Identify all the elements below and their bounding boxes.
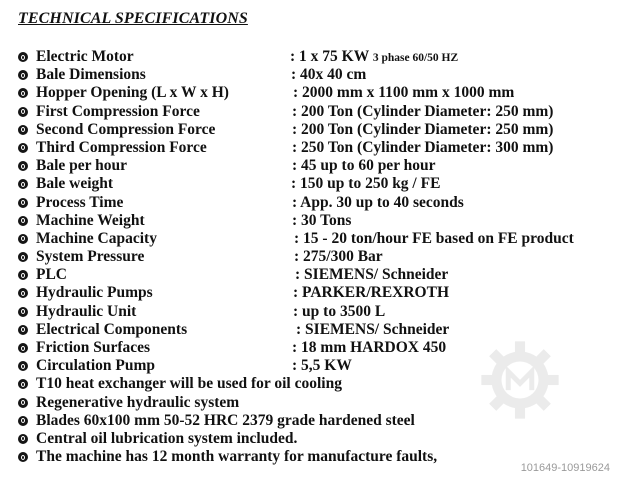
bullet-icon bbox=[18, 143, 28, 153]
bullet-icon bbox=[18, 343, 28, 353]
note-text: T10 heat exchanger will be used for oil cooling bbox=[36, 375, 342, 393]
spec-value: : 2000 mm x 1100 mm x 1000 mm bbox=[293, 84, 515, 102]
spec-row bbox=[16, 175, 612, 193]
spec-label: Second Compression Force bbox=[36, 120, 216, 138]
reference-id: 101649-10919624 bbox=[520, 462, 610, 474]
spec-value: : 250 Ton (Cylinder Diameter: 300 mm) bbox=[292, 138, 554, 156]
spec-label: Hopper Opening (L x W x H) bbox=[36, 84, 229, 102]
spec-label: Hydraulic Pumps bbox=[36, 284, 153, 302]
bullet-icon bbox=[18, 107, 28, 117]
spec-value: : SIEMENS/ Schneider bbox=[296, 320, 450, 338]
bullet-icon bbox=[18, 252, 28, 262]
spec-value: : 200 Ton (Cylinder Diameter: 250 mm) bbox=[292, 120, 554, 138]
spec-value: : 275/300 Bar bbox=[294, 248, 383, 266]
spec-value-unit: 3 phase 60/50 HZ bbox=[372, 52, 459, 64]
spec-label: Electrical Components bbox=[36, 320, 188, 338]
bullet-icon bbox=[18, 198, 28, 208]
spec-label: Machine Weight bbox=[36, 211, 145, 229]
spec-value: : 5,5 KW bbox=[292, 357, 352, 375]
spec-label: Hydraulic Unit bbox=[36, 302, 137, 320]
spec-value: : 40x 40 cm bbox=[291, 66, 367, 84]
spec-row bbox=[16, 48, 612, 66]
spec-label: Circulation Pump bbox=[36, 357, 155, 375]
spec-label: PLC bbox=[36, 266, 67, 284]
spec-label: System Pressure bbox=[36, 248, 145, 266]
spec-label: Electric Motor bbox=[36, 48, 134, 65]
spec-row bbox=[16, 194, 612, 212]
bullet-icon bbox=[18, 88, 28, 98]
spec-label: Process Time bbox=[36, 193, 124, 211]
bullet-icon bbox=[18, 379, 28, 389]
bullet-icon bbox=[18, 434, 28, 444]
spec-value: : App. 30 up to 40 seconds bbox=[292, 193, 464, 211]
bullet-icon bbox=[18, 288, 28, 298]
spec-row bbox=[16, 248, 612, 266]
bullet-icon bbox=[18, 161, 28, 171]
spec-row bbox=[16, 266, 612, 284]
spec-row bbox=[16, 212, 612, 230]
page-title: TECHNICAL SPECIFICATIONS bbox=[18, 10, 248, 27]
spec-row bbox=[16, 284, 612, 302]
bullet-icon bbox=[18, 125, 28, 135]
note-text: Blades 60x100 mm 50-52 HRC 2379 grade hardened steel bbox=[36, 411, 415, 429]
bullet-icon bbox=[18, 361, 28, 371]
spec-value: : 45 up to 60 per hour bbox=[292, 157, 436, 175]
spec-value-main: : 1 x 75 KW bbox=[290, 48, 373, 65]
spec-label: Bale weight bbox=[36, 175, 114, 193]
spec-value: : PARKER/REXROTH bbox=[293, 284, 450, 302]
bullet-icon bbox=[18, 52, 28, 62]
spec-label: Machine Capacity bbox=[36, 229, 157, 247]
spec-label: Friction Surfaces bbox=[36, 339, 151, 356]
spec-row bbox=[16, 121, 612, 139]
spec-value: : up to 3500 L bbox=[293, 302, 386, 320]
spec-value: : SIEMENS/ Schneider bbox=[295, 266, 449, 284]
spec-row bbox=[16, 157, 612, 175]
note-text: Regenerative hydraulic system bbox=[36, 393, 240, 411]
spec-value bbox=[290, 48, 458, 67]
bullet-icon bbox=[18, 325, 28, 335]
bullet-icon bbox=[18, 234, 28, 244]
bullet-icon bbox=[18, 179, 28, 189]
note-row bbox=[16, 430, 612, 448]
spec-row bbox=[16, 321, 612, 339]
bullet-icon bbox=[18, 416, 28, 426]
spec-value: : 15 - 20 ton/hour FE based on FE product bbox=[294, 229, 574, 247]
bullet-icon bbox=[18, 452, 28, 462]
spec-row bbox=[16, 303, 612, 321]
spec-row bbox=[16, 139, 612, 157]
spec-value: : 30 Tons bbox=[292, 211, 352, 229]
bullet-icon bbox=[18, 70, 28, 80]
bullet-icon bbox=[18, 307, 28, 317]
spec-value: : 150 up to 250 kg / FE bbox=[291, 175, 441, 193]
spec-value: : 18 mm HARDOX 450 bbox=[292, 339, 447, 356]
spec-row bbox=[16, 84, 612, 102]
bullet-icon bbox=[18, 270, 28, 280]
spec-label: First Compression Force bbox=[36, 102, 200, 120]
spec-value: : 200 Ton (Cylinder Diameter: 250 mm) bbox=[292, 102, 554, 120]
spec-label: Third Compression Force bbox=[36, 138, 207, 156]
bullet-icon bbox=[18, 216, 28, 226]
gear-watermark-icon bbox=[478, 338, 562, 422]
note-text: The machine has 12 month warranty for manufacture faults, bbox=[36, 448, 438, 466]
spec-row bbox=[16, 230, 612, 248]
spec-label: Bale Dimensions bbox=[36, 66, 146, 84]
bullet-icon bbox=[18, 398, 28, 408]
spec-row bbox=[16, 103, 612, 121]
spec-row bbox=[16, 66, 612, 84]
note-text: Central oil lubrication system included. bbox=[36, 429, 298, 447]
spec-label: Bale per hour bbox=[36, 157, 127, 175]
